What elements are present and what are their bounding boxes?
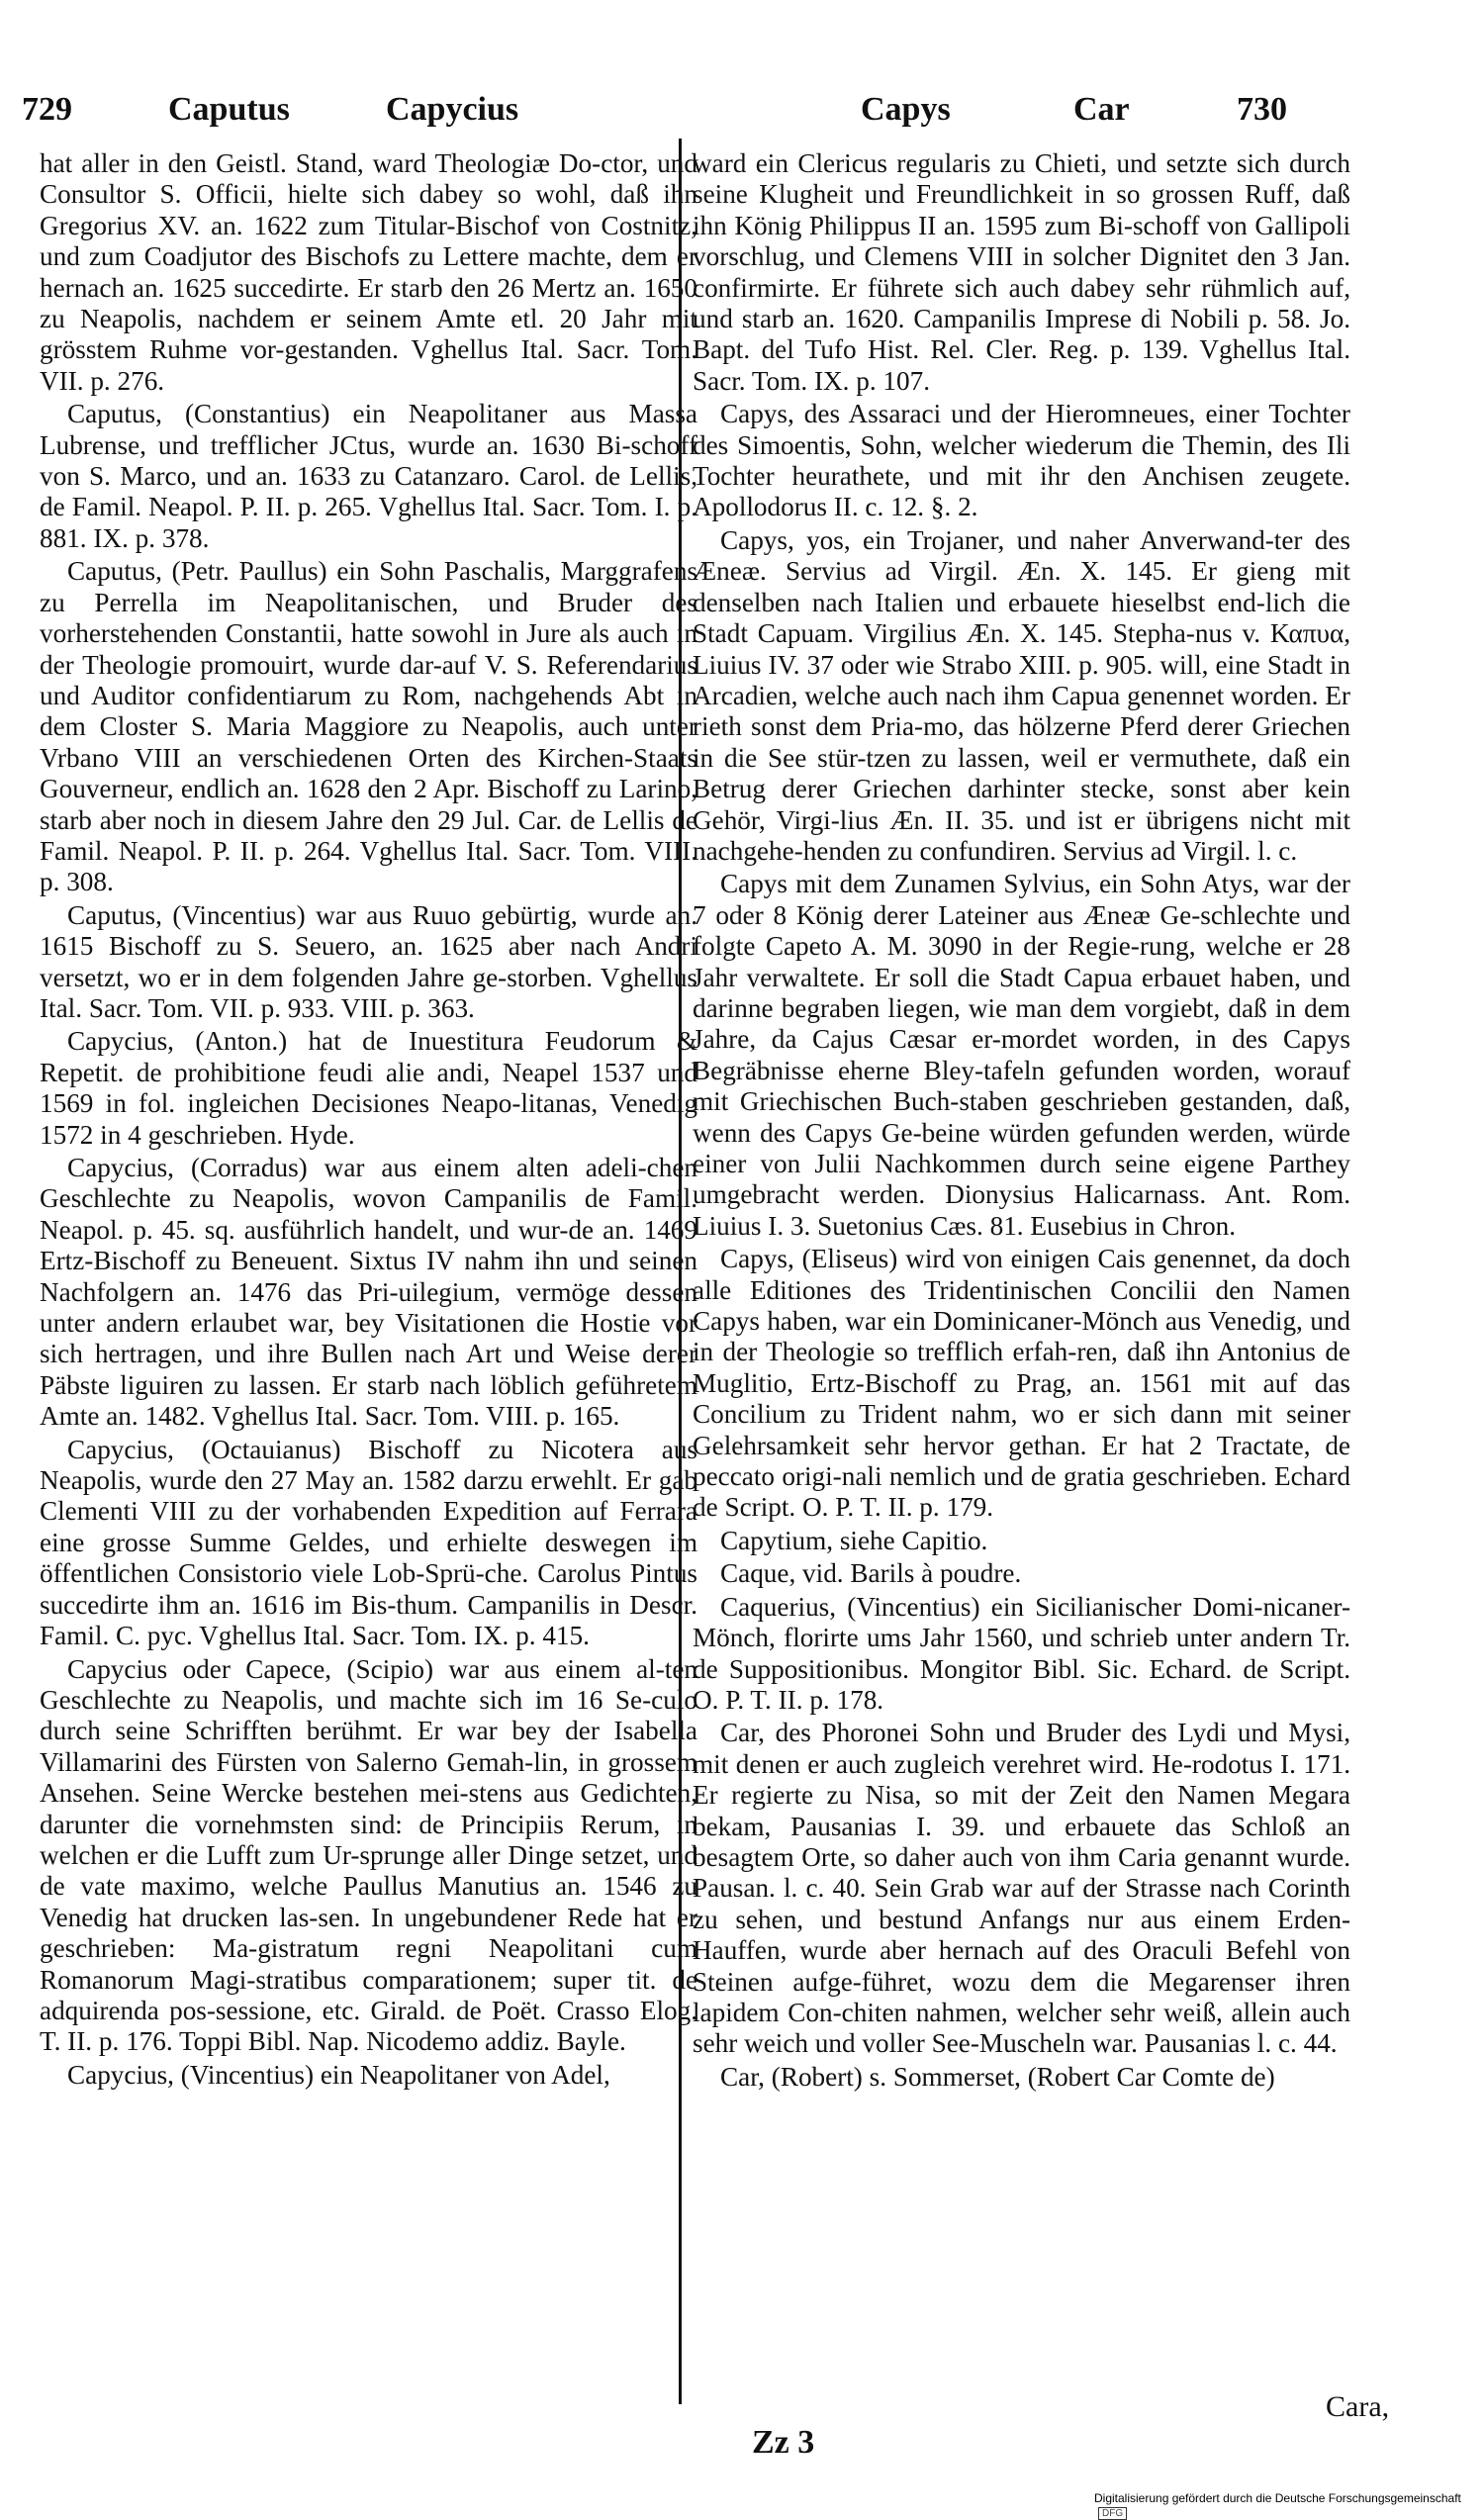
digitization-credit (1094, 2491, 1484, 2520)
catchword: Cara, (1326, 2390, 1390, 2423)
dfg-logo: DFG (1098, 2507, 1127, 2520)
entry-paragraph: Capys, des Assaraci und der Hieromneues, einer Tochter des Simoentis, Sohn, welcher wiederum die Themin, des Ili Tochter heurathete, und mit ihr den Anchisen zeugete. Apollodorus II. c. 12. §. 2. (693, 399, 1350, 522)
entry-paragraph: Caputus, (Petr. Paullus) ein Sohn Paschalis, Marggrafens zu Perrella im Neapolitanischen, und Bruder des vorherstehenden Constantii, hatte sowohl in Jure als auch in der Theologie promouirt, wurde dar-auf V. S. Referendarius und Auditor confidentiarum zu Rom, nachgehends Abt in dem Closter S. Maria Maggiore zu Neapolis, auch unter Vrbano VIII an verschiedenen Orten des Kirchen-Staats Gouverneur, endlich an. 1628 den 2 Apr. Bischoff zu Larino, starb aber noch in diesem Jahre den 29 Jul. Car. de Lellis de Famil. Neapol. P. II. p. 264. Vghellus Ital. Sacr. Tom. VIII. p. 308. (40, 556, 697, 897)
left-catchword-1: Caputus (168, 91, 290, 128)
signature-mark: Zz 3 (752, 2424, 815, 2461)
entry-paragraph: Capys mit dem Zunamen Sylvius, ein Sohn Atys, war der 7 oder 8 König derer Lateiner aus Æneæ Ge-schlechte und folgte Capeto A. M. 3090 in der Regie-rung, welche er 28 Jahr verwaltete. Er soll die Stadt Capua erbauet haben, und darinne begraben liegen, wie man dem vorgiebt, daß in dem Jahre, da Cajus Cæsar er-mordet worden, in des Capys Begräbnisse eherne Bley-tafeln gefunden worden, worauf mit Griechischen Buch-staben geschrieben gestanden, daß, wenn des Capys Ge-beine würden gefunden werden, würde einer von Julii Nachkommen durch seine eigene Parthey umgebracht werden. Dionysius Halicarnass. Ant. Rom. Liuius I. 3. Suetonius Cæs. 81. Eusebius in Chron. (693, 869, 1350, 1241)
entry-paragraph: Capycius, (Anton.) hat de Inuestitura Feudorum & Repetit. de prohibitione feudi alie andi, Neapel 1537 und 1569 in fol. ingleichen Decisiones Neapo-litanas, Venedig 1572 in 4 geschrieben. Hyde. (40, 1026, 697, 1150)
entry-paragraph: ward ein Clericus regularis zu Chieti, und setzte sich durch seine Klugheit und Freundlichkeit in so grossen Ruff, daß ihn König Philippus II an. 1595 zum Bi-schoff von Gallipoli vorschlug, und Clemens VIII in solcher Dignitet den 3 Jan. confirmirte. Er führete sich auch dabey sehr rühmlich auf, und starb an. 1620. Campanilis Imprese di Nobili p. 58. Jo. Bapt. del Tufo Hist. Rel. Cler. Reg. p. 139. Vghellus Ital. Sacr. Tom. IX. p. 107. (693, 148, 1350, 396)
entry-paragraph: Car, (Robert) s. Sommerset, (Robert Car Comte de) (720, 2061, 1275, 2092)
right-catchword-2: Car (1073, 91, 1130, 128)
entry-paragraph: hat aller in den Geistl. Stand, ward Theologiæ Do-ctor, und Consultor S. Officii, hielte sich dabey so wohl, daß ihn Gregorius XV. an. 1622 zum Titular-Bischof von Costnitz, und zum Coadjutor des Bischofs zu Lettere machte, dem er hernach an. 1625 succedirte. Er starb den 26 Mertz an. 1650 zu Neapolis, nachdem er seinem Amte etl. 20 Jahr mit grösstem Ruhme vor-gestanden. Vghellus Ital. Sacr. Tom. VII. p. 276. (40, 148, 697, 396)
entry-paragraph: Car, des Phoronei Sohn und Bruder des Lydi und Mysi, mit denen er auch zugleich verehret wird. He-rodotus I. 171. Er regierte zu Nisa, so mit der Zeit den Namen Megara bekam, Pausanias I. 39. und erbauete das Schloß an besagtem Orte, so daher auch von ihm Caria genannt wurde. Pausan. l. c. 40. Sein Grab war auf der Strasse nach Corinth zu sehen, und bestund Anfangs nur aus einem Erden-Hauffen, wurde aber hernach auf des Oraculi Befehl von Steinen aufge-führet, wozu dem die Megarenser ihren lapidem Con-chiten nahmen, welcher sehr weiß, allein auch sehr weich und voller See-Muscheln war. Pausanias l. c. 44. (693, 1718, 1350, 2059)
entry-paragraph: Capycius, (Corradus) war aus einem alten adeli-chen Geschlechte zu Neapolis, wovon Campanilis de Famil. Neapol. p. 45. sq. ausführlich handelt, und wur-de an. 1469 Ertz-Bischoff zu Beneuent. Sixtus IV nahm ihn und seinen Nachfolgern an. 1476 das Pri-uilegium, vermöge dessen unter andern erlaubet war, bey Visitationen die Hostie vor sich hertragen, und ihre Bullen nach Art und Weise derer Päbste liguiren zu lassen. Er starb nach löblich geführetem Amte an. 1482. Vghellus Ital. Sacr. Tom. VIII. p. 165. (40, 1153, 697, 1432)
credit-text: Digitalisierung gefördert durch die Deutsche Forschungsgemeinschaft (1094, 2491, 1461, 2505)
left-page-number: 729 (22, 91, 72, 128)
right-page-number: 730 (1237, 91, 1287, 128)
entry-paragraph: Caputus, (Vincentius) war aus Ruuo gebürtig, wurde an. 1615 Bischoff zu S. Seuero, an. 1625 aber nach Andri versetzt, wo er in dem folgenden Jahre ge-storben. Vghellus Ital. Sacr. Tom. VII. p. 933. VIII. p. 363. (40, 899, 697, 1023)
left-column (40, 148, 697, 2394)
entry-paragraph: Caquerius, (Vincentius) ein Sicilianischer Domi-nicaner-Mönch, florirte ums Jahr 1560, und schrieb unter andern Tr. de Suppositionibus. Mongitor Bibl. Sic. Echard. de Script. O. P. T. II. p. 178. (693, 1591, 1350, 1715)
entry-paragraph: Capys, (Eliseus) wird von einigen Cais genennet, da doch alle Editiones des Tridentinischen Concilii den Namen Capys haben, war ein Dominicaner-Mönch aus Venedig, und in der Theologie so trefflich erfah-ren, daß ihn Antonius de Muglitio, Ertz-Bischoff zu Prag, an. 1561 mit auf das Concilium zu Trident nahm, wo er sich dann mit seiner Gelehrsamkeit sehr hervor gethan. Er hat 2 Tractate, de peccato origi-nali nemlich und de gratia geschrieben. Echard de Script. O. P. T. II. p. 179. (693, 1244, 1350, 1523)
running-header (0, 91, 1484, 150)
right-column (693, 148, 1350, 2394)
entry-paragraph: Capycius oder Capece, (Scipio) war aus einem al-ten Geschlechte zu Neapolis, und machte sich im 16 Se-culo durch seine Schrifften berühmt. Er war bey der Isabella Villamarini des Fürsten von Salerno Gemah-lin, in grossem Ansehen. Seine Wercke bestehen mei-stens aus Gedichten, darunter die vornehmsten sind: de Principiis Rerum, in welchen er die Lufft zum Ur-sprunge aller Dinge setzet, und de vate maximo, welche Paullus Manutius an. 1546 zu Venedig hat drucken las-sen. In ungebundener Rede hat er geschrieben: Ma-gistratum regni Neapolitani cum Romanorum Magi-stratibus comparationem; super tit. de adquirenda pos-sessione, etc. Girald. de Poët. Crasso Elog. T. II. p. 176. Toppi Bibl. Nap. Nicodemo addiz. Bayle. (40, 1653, 697, 2057)
entry-paragraph: Capys, yos, ein Trojaner, und naher Anverwand-ter des Æneæ. Servius ad Virgil. Æn. X. 145. Er gieng mit denselben nach Italien und erbauete hieselbst end-lich die Stadt Capuam. Virgilius Æn. X. 145. Stepha-nus v. Καπυα, Liuius IV. 37 oder wie Strabo XIII. p. 905. will, eine Stadt in Arcadien, welche auch nach ihm Capua genennet worden. Er rieth sonst dem Pria-mo, das hölzerne Pferd derer Griechen in die See stür-tzen zu lassen, weil er vermuthete, daß ein Betrug derer Griechen darhinter stecke, sonst aber kein Gehör, Virgi-lius Æn. II. 35. und ist er übrigens nicht mit nachgehe-henden zu confundiren. Servius ad Virgil. l. c. (693, 524, 1350, 866)
entry-paragraph: Capycius, (Octauianus) Bischoff zu Nicotera aus Neapolis, wurde den 27 May an. 1582 darzu erwehlt. Er gab Clementi VIII zu der vorhabenden Expedition auf Ferrara eine grosse Summe Geldes, und erhielte deswegen im öffentlichen Consistorio viele Lob-Sprü-che. Carolus Pintus succedirte ihm an. 1616 im Bis-thum. Campanilis in Descr. Famil. C. pyc. Vghellus Ital. Sacr. Tom. IX. p. 415. (40, 1434, 697, 1651)
entry-paragraph: Caque, vid. Barils à poudre. (720, 1558, 1022, 1589)
left-catchword-2: Capycius (386, 91, 519, 128)
entry-paragraph: Capycius, (Vincentius) ein Neapolitaner von Adel, (67, 2059, 610, 2090)
right-catchword-1: Capys (861, 91, 951, 128)
entry-paragraph: Capytium, siehe Capitio. (720, 1525, 988, 1555)
entry-paragraph: Caputus, (Constantius) ein Neapolitaner aus Massa Lubrense, und trefflicher JCtus, wurde an. 1630 Bi-schoff von S. Marco, und an. 1633 zu Catanzaro. Carol. de Lellis, de Famil. Neapol. P. II. p. 265. Vghellus Ital. Sacr. Tom. I. p. 881. IX. p. 378. (40, 399, 697, 553)
